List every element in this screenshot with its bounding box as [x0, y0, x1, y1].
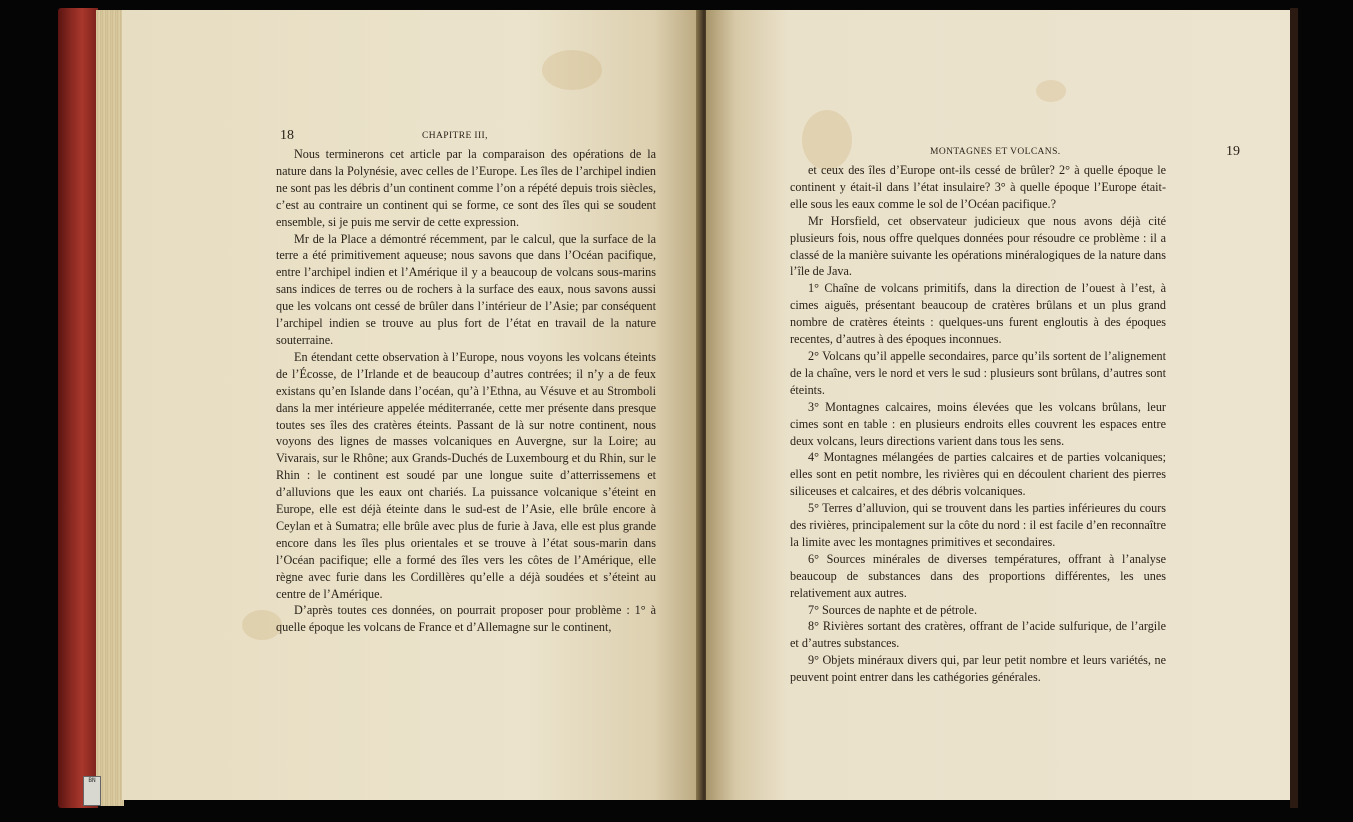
page-number-left: 18 [280, 128, 294, 143]
running-head-left: CHAPITRE III, [422, 131, 488, 141]
foxing-stain [802, 110, 852, 170]
book-cover-right [1290, 8, 1298, 808]
paragraph: 6° Sources minérales de diverses températures, offrant à l’analyse beaucoup de substances dans des proportions différentes, les unes relativement aux autres. [790, 551, 1166, 600]
paragraph: 9° Objets minéraux divers qui, par leur petit nombre et leurs variétés, ne peuvent point entrer dans les cathégories générales. [790, 653, 1166, 685]
paragraph: 2° Volcans qu’il appelle secondaires, parce qu’ils sortent de l’alignement de la chaîne, vers le nord et vers le sud : plusieurs sont brûlans, d’autres sont éteints. [790, 348, 1166, 397]
paragraph: En étendant cette observation à l’Europe, nous voyons les volcans éteints de l’Écosse, de l’Irlande et de beaucoup d’autres contrées; il n’y a de feux existans qu’en Islande dans l’océan, qu’à l’Ethna, au Vésuve et au Stromboli dans la mer intérieure appelée méditerranée, cette mer présente dans presque toutes ses îles des cratères éteints. Passant de là sur notre continent, nous voyons des lignes de masses volcaniques en Auvergne, sur la Loire; au Vivarais, sur le Rhône; aux Grands-Duchés de Luxembourg et du Rhin, sur le Rhin : le continent est soudé par une longue suite d’atterrissemens et d’alluvions que les eaux ont chariés. La puissance volcanique s’éteint en Europe, elle est déjà éteinte dans le sud-est de l’Asie, elle brûle encore à Ceylan et à Sumatra; elle brûle avec plus de furie à Java, elle est plus grande encore dans les îles plus orientales et se trouve à l’état sous-marin dans l’Océan pacifique; elle a formé des îles vers les côtes de l’Amérique, elle règne avec furie dans les Cordillères qu’elle a déjà soudées et s’éteint au centre de l’Amérique. [276, 349, 656, 601]
paragraph: 3° Montagnes calcaires, moins élevées que les volcans brûlans, leur cimes sont en table : en plusieurs endroits elles couvrent les espaces entre deux volcans, leurs directions varient dans tous les sens. [790, 399, 1166, 448]
library-tag: BN [83, 776, 101, 806]
paragraph: et ceux des îles d’Europe ont-ils cessé de brûler? 2° à quelle époque le continent y était-il dans l’état insulaire? 3° à quelle époque l’Europe était-elle sous les eaux comme le sol de l’Océan pacifique.? [790, 163, 1166, 211]
left-page-text [276, 146, 656, 636]
page-edges [96, 10, 124, 806]
foxing-stain [1036, 80, 1066, 102]
paragraph: 5° Terres d’alluvion, qui se trouvent dans les parties inférieures du cours des rivières, principalement sur la côte du nord : il est facile d’en reconnaître la limite avec les montagnes primitives et secondaires. [790, 501, 1166, 549]
paragraph: Mr de la Place a démontré récemment, par le calcul, que la surface de la terre a été primitivement aqueuse; nous savons que dans l’Océan pacifique, entre l’archipel indien et l’Amérique il y a beaucoup de volcans sous-marins sans indices de terres ou de rochers à la surface des eaux, nous savons aussi que les volcans ont cessé de brûler dans l’intérieur de l’Asie; par conséquent l’archipel indien se trouve au plus fort de l’état en travail de la nature souterraine. [276, 231, 656, 347]
right-page-text [790, 162, 1166, 686]
paragraph: Mr Horsfield, cet observateur judicieux que nous avons déjà cité plusieurs fois, nous offre quelques données pour résoudre ce problème : il a classé de la manière suivante les opérations minéralogiques de la nature dans l’île de Java. [790, 213, 1166, 279]
running-head-right: MONTAGNES ET VOLCANS. [930, 147, 1061, 157]
paragraph: D’après toutes ces données, on pourrait proposer pour problème : 1° à quelle époque les volcans de France et d’Allemagne sur le continent, [276, 603, 656, 635]
left-page [122, 10, 700, 800]
paragraph: Nous terminerons cet article par la comparaison des opérations de la nature dans la Polynésie, avec celles de l’Europe. Les îles de l’archipel indien ne sont pas les débris d’un continent comme l’on a répété depuis trois siècles, c’est au contraire un continent qui se forme, ce sont des îles qui se soudent ensemble, si je puis me servir de cette expression. [276, 147, 656, 229]
paragraph: 8° Rivières sortant des cratères, offrant de l’acide sulfurique, de l’argile et d’autres substances. [790, 619, 1166, 651]
paragraph: 1° Chaîne de volcans primitifs, dans la direction de l’ouest à l’est, à cimes aiguës, présentant beaucoup de cratères brûlans et un plus grand nombre de cratères éteints : quelques-uns furent engloutis à des époques recentes, d’autres à des époques inconnues. [790, 281, 1166, 347]
paragraph: 7° Sources de naphte et de pétrole. [808, 602, 978, 617]
page-number-right: 19 [1226, 144, 1240, 159]
book-cover-left [58, 8, 98, 808]
right-page [706, 10, 1290, 800]
paragraph: 4° Montagnes mélangées de parties calcaires et de parties volcaniques; elles sont en petit nombre, les rivières qui en découlent charient des pierres siliceuses et calcaires, et des débris volcaniques. [790, 450, 1166, 499]
foxing-stain [542, 50, 602, 90]
